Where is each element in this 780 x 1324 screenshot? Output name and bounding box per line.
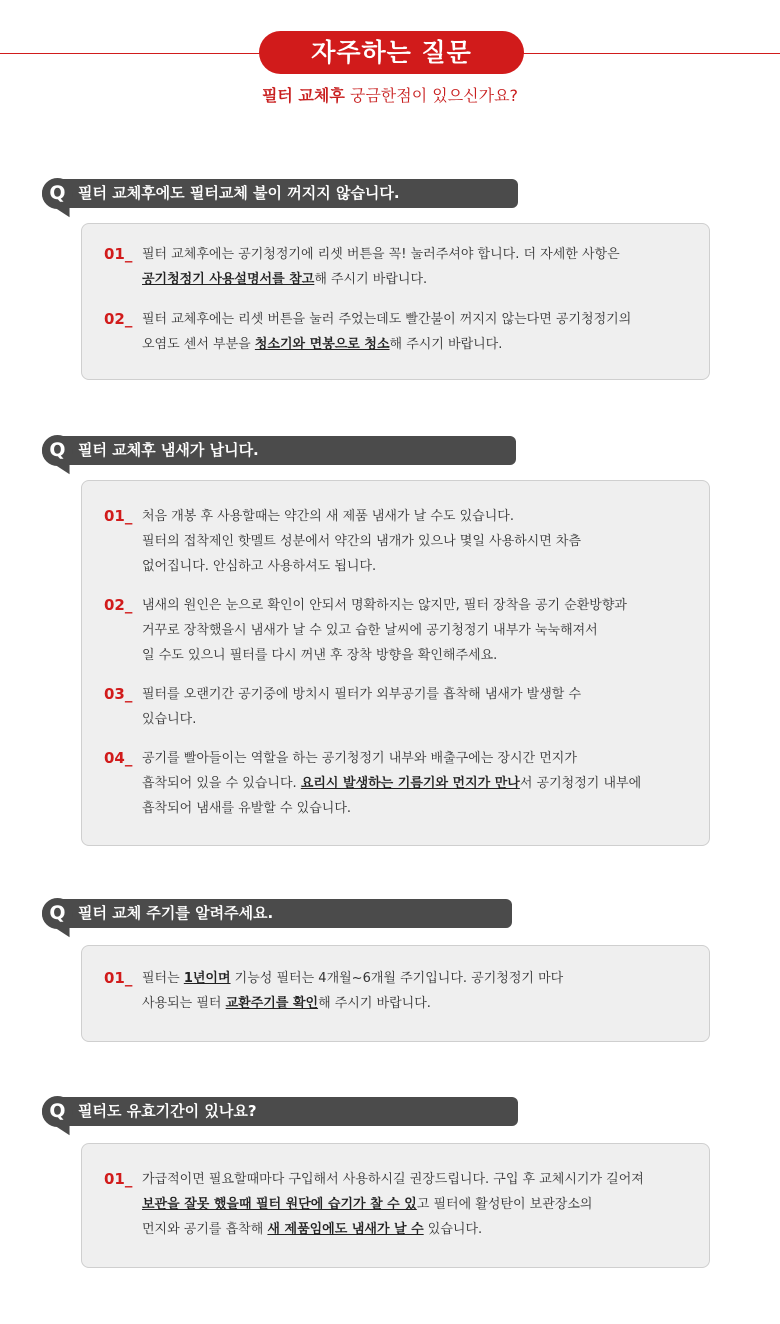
emphasis-text: 청소기와 면봉으로 청소 [254, 337, 390, 352]
answer-text [142, 593, 699, 668]
question-title: 필터 교체후 냄새가 납니다. [78, 441, 259, 459]
answer-text-segment: 기능성 필터는 4개월~6개월 주기입니다. 공기청정기 마다 [230, 971, 564, 986]
emphasis-text: 1년이며 [183, 971, 231, 986]
question-title: 필터 교체후에도 필터교체 불이 꺼지지 않습니다. [78, 184, 400, 202]
emphasis-text: 요리시 발생하는 기름기와 먼지가 만나 [300, 776, 520, 791]
answer-line [142, 504, 699, 529]
answer-text [142, 746, 699, 821]
answer-text [142, 307, 699, 357]
answer-number: 03_ [104, 685, 133, 703]
answer-line [142, 1167, 699, 1192]
answer-text-segment: 있습니다. [423, 1222, 483, 1237]
answer-text-segment: 필터를 오랜기간 공기중에 방치시 필터가 외부공기를 흡착해 냄새가 발생할 수 [142, 687, 582, 702]
answer-text-segment: 서 공기청정기 내부에 [519, 776, 642, 791]
subtitle-highlight: 필터 교체후 [261, 86, 345, 105]
answer-text-segment: 거꾸로 장착했을시 냄새가 날 수 있고 습한 날씨에 공기청정기 내부가 눅눅해져서 [142, 623, 598, 638]
answer-line [142, 618, 699, 643]
page-title: 자주하는 질문 [259, 31, 524, 74]
answer-line [142, 771, 699, 796]
answer-line [142, 643, 699, 668]
answer-text [142, 682, 699, 732]
answer-text-segment: 고 필터에 활성탄이 보관장소의 [416, 1197, 593, 1212]
answer-number: 01_ [104, 1170, 133, 1188]
question-bar [42, 1097, 518, 1126]
answer-text-segment: 처음 개봉 후 사용할때는 약간의 새 제품 냄새가 날 수도 있습니다. [142, 509, 514, 524]
question-bar [42, 436, 516, 465]
answer-line [142, 307, 699, 332]
answer-text-segment: 해 주시기 바랍니다. [318, 996, 431, 1011]
question-title: 필터도 유효기간이 있나요? [78, 1102, 257, 1120]
answer-text-segment: 필터 교체후에는 공기청정기에 리셋 버튼을 꼭! 눌러주셔야 합니다. 더 자세한 사항은 [142, 247, 620, 262]
answer-text-segment: 없어집니다. 안심하고 사용하셔도 됩니다. [142, 559, 377, 574]
q-badge-icon: Q [42, 898, 73, 929]
answer-number: 04_ [104, 749, 133, 767]
answer-text [142, 242, 699, 292]
page-header [0, 0, 780, 120]
emphasis-text: 보관을 잘못 했을때 필터 원단에 습기가 찰 수 있 [142, 1197, 417, 1212]
emphasis-text: 교환주기를 확인 [225, 996, 319, 1011]
answer-box [81, 1143, 710, 1268]
answer-box [81, 223, 710, 380]
answer-text-segment: 있습니다. [142, 712, 197, 727]
answer-line [142, 966, 699, 991]
q-badge-icon: Q [42, 435, 73, 466]
answer-number: 01_ [104, 507, 133, 525]
answer-text-segment: 먼지와 공기를 흡착해 [142, 1222, 268, 1237]
answer-text-segment: 해 주시기 바랍니다. [389, 337, 503, 352]
answer-text [142, 504, 699, 579]
answer-line [142, 1217, 699, 1242]
answer-text-segment: 해 주시기 바랍니다. [314, 272, 428, 287]
answer-line [142, 267, 699, 292]
emphasis-text: 공기청정기 사용설명서를 참고 [142, 272, 315, 287]
subtitle-text: 궁금한점이 있으신가요? [344, 86, 519, 105]
answer-number: 01_ [104, 969, 133, 987]
answer-number: 02_ [104, 310, 133, 328]
answer-text-segment: 공기를 빨아들이는 역할을 하는 공기청정기 내부와 배출구에는 장시간 먼지가 [142, 751, 577, 766]
answer-line [142, 242, 699, 267]
answer-line [142, 554, 699, 579]
answer-text-segment: 사용되는 필터 [142, 996, 226, 1011]
answer-number: 01_ [104, 245, 133, 263]
answer-line [142, 707, 699, 732]
answer-text [142, 1167, 699, 1242]
answer-line [142, 332, 699, 357]
answer-box [81, 480, 710, 846]
question-bar [42, 899, 512, 928]
answer-box [81, 945, 710, 1042]
answer-number: 02_ [104, 596, 133, 614]
answer-text-segment: 오염도 센서 부분을 [142, 337, 255, 352]
answer-line [142, 593, 699, 618]
q-badge-icon: Q [42, 178, 73, 209]
answer-text-segment: 일 수도 있으니 필터를 다시 꺼낸 후 장착 방향을 확인해주세요. [142, 648, 498, 663]
question-title: 필터 교체 주기를 알려주세요. [78, 904, 274, 922]
page-subtitle [0, 86, 780, 106]
answer-line [142, 1192, 699, 1217]
answer-text-segment: 가급적이면 필요할때마다 구입해서 사용하시길 권장드립니다. 구입 후 교체시기가 길어져 [142, 1172, 644, 1187]
answer-text-segment: 냄새의 원인은 눈으로 확인이 안되서 명확하지는 않지만, 필터 장착을 공기 순환방향과 [142, 598, 627, 613]
answer-text [142, 966, 699, 1016]
answer-line [142, 991, 699, 1016]
answer-line [142, 796, 699, 821]
answer-text-segment: 필터는 [142, 971, 184, 986]
emphasis-text: 새 제품임에도 냄새가 날 수 [267, 1222, 424, 1237]
answer-text-segment: 흡착되어 냄새를 유발할 수 있습니다. [142, 801, 352, 816]
answer-text-segment: 흡착되어 있을 수 있습니다. [142, 776, 301, 791]
answer-line [142, 746, 699, 771]
answer-line [142, 682, 699, 707]
answer-line [142, 529, 699, 554]
answer-text-segment: 필터의 접착제인 핫멜트 성분에서 약간의 냄개가 있으나 몇일 사용하시면 차츰 [142, 534, 582, 549]
q-badge-icon: Q [42, 1096, 73, 1127]
answer-text-segment: 필터 교체후에는 리셋 버튼을 눌러 주었는데도 빨간불이 꺼지지 않는다면 공기청정기의 [142, 312, 632, 327]
question-bar [42, 179, 518, 208]
